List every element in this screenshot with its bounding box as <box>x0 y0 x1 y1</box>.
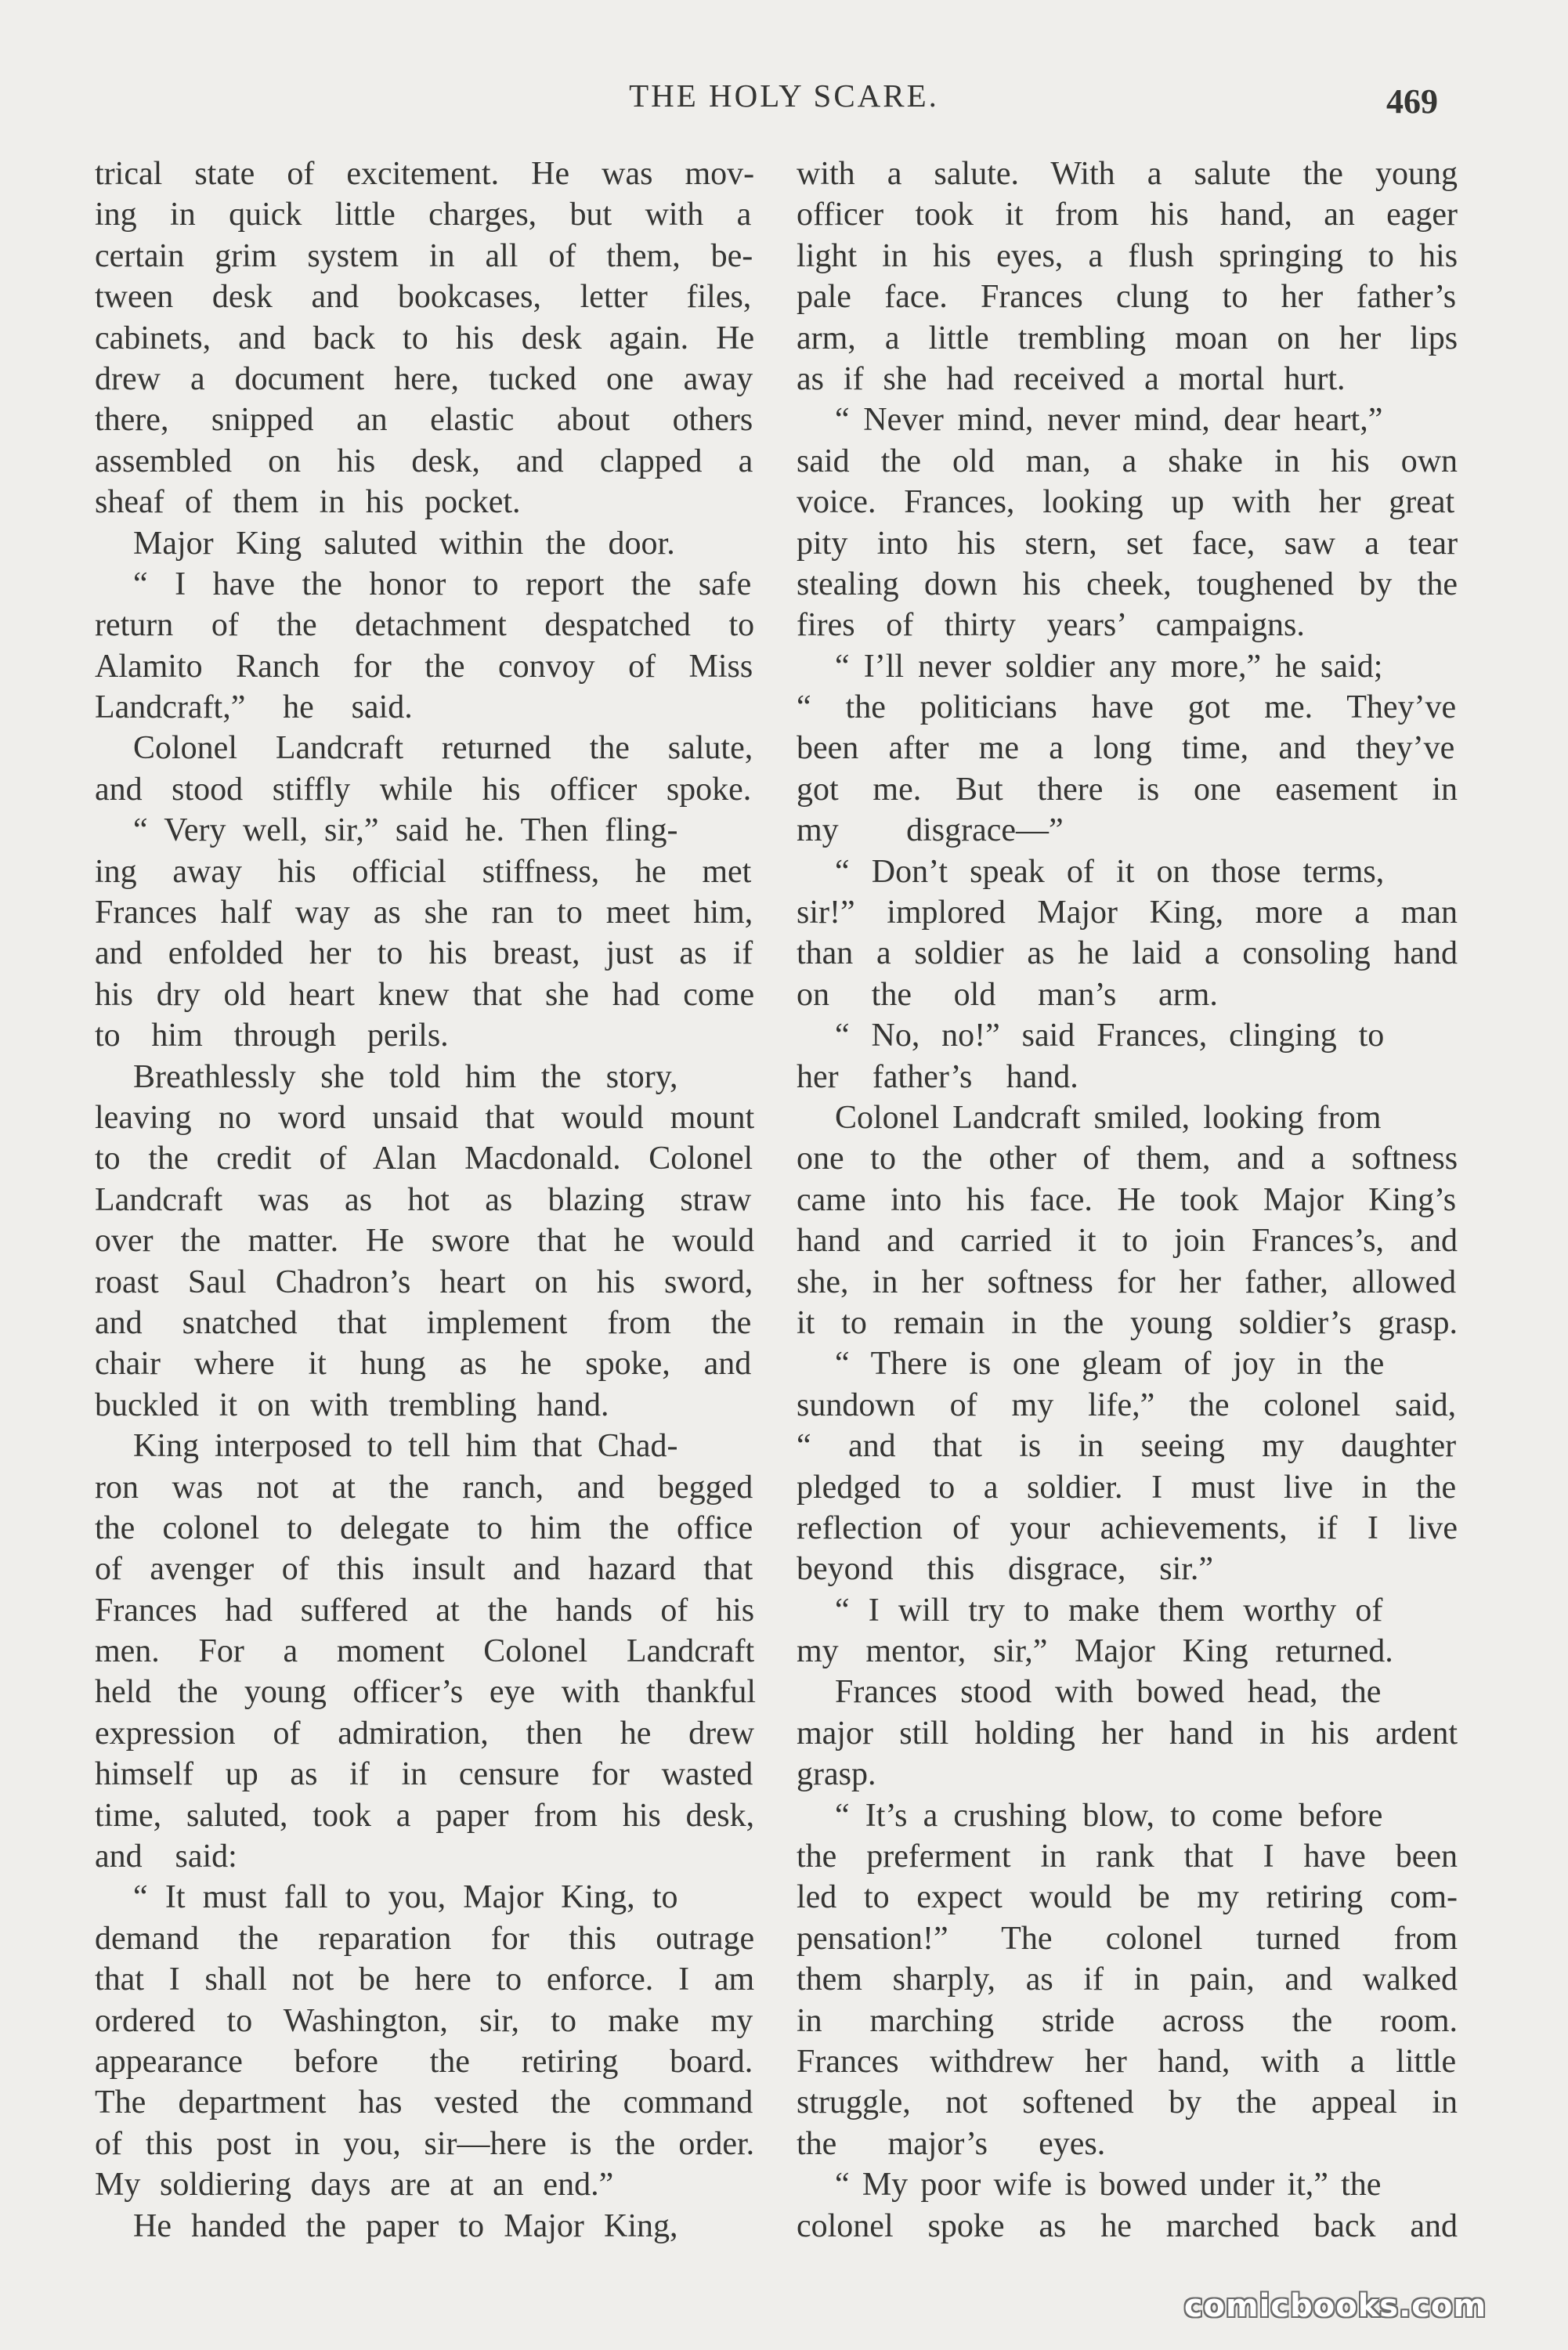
text-line: colonel spoke as he marched back and <box>797 2207 1458 2244</box>
text-line: the colonel to delegate to him the office <box>95 1509 753 1546</box>
text-line: trical state of excitement. He was mov- <box>95 156 755 192</box>
text-line: ing in quick little charges, but with a <box>95 197 752 233</box>
text-line: than a soldier as he laid a consoling hand <box>797 935 1458 972</box>
text-line: beyond this disgrace, sir.” <box>797 1551 1214 1588</box>
text-line: demand the reparation for this outrage <box>95 1920 755 1957</box>
text-line: said the old man, a shake in his own <box>797 443 1458 479</box>
text-line: certain grim system in all of them, be- <box>95 237 753 274</box>
running-title: THE HOLY SCARE. <box>629 78 939 114</box>
text-line: Frances withdrew her hand, with a little <box>797 2043 1457 2080</box>
text-line: “ It’s a crushing blow, to come before <box>835 1797 1383 1834</box>
text-line: “ No, no!” said Frances, clinging to <box>835 1018 1385 1054</box>
text-line: appearance before the retiring board. <box>95 2043 753 2080</box>
text-line: drew a document here, tucked one away <box>95 360 753 397</box>
text-line: as if she had received a mortal hurt. <box>797 360 1346 397</box>
text-line: and enfolded her to his breast, just as if <box>95 935 753 972</box>
text-line: tween desk and bookcases, letter files, <box>95 279 752 316</box>
text-line: My soldiering days are at an end.” <box>95 2167 614 2204</box>
text-line: and snatched that implement from the <box>95 1304 752 1341</box>
text-line: pity into his stern, set face, saw a tear <box>797 525 1458 562</box>
text-line: Colonel Landcraft returned the salute, <box>133 730 753 767</box>
text-line: The department has vested the command <box>95 2084 753 2121</box>
text-line: Frances stood with bowed head, the <box>835 1674 1382 1711</box>
text-line: fires of thirty years’ campaigns. <box>797 607 1305 644</box>
text-line: hand and carried it to join Frances’s, and <box>797 1223 1458 1260</box>
text-line: Colonel Landcraft smiled, looking from <box>835 1099 1382 1136</box>
text-line: “ Don’t speak of it on those terms, <box>835 853 1385 890</box>
text-line: ron was not at the ranch, and begged <box>95 1469 753 1506</box>
text-line: been after me a long time, and they’ve <box>797 730 1455 767</box>
text-line: pensation!” The colonel turned from <box>797 1920 1458 1957</box>
text-line: “ I have the honor to report the safe <box>133 566 752 602</box>
text-line: his dry old heart knew that she had come <box>95 976 755 1013</box>
text-line: over the matter. He swore that he would <box>95 1223 755 1260</box>
text-line: Alamito Ranch for the convoy of Miss <box>95 648 753 685</box>
text-line: men. For a moment Colonel Landcraft <box>95 1633 755 1670</box>
text-line: ordered to Washington, sir, to make my <box>95 2002 753 2039</box>
text-line: sheaf of them in his pocket. <box>95 484 521 521</box>
text-line: Major King saluted within the door. <box>133 525 675 562</box>
left-text-column <box>95 154 767 2247</box>
text-line: King interposed to tell him that Chad- <box>133 1428 678 1465</box>
text-line: “ and that is in seeing my daughter <box>797 1428 1457 1465</box>
text-line: one to the other of them, and a softness <box>797 1141 1458 1177</box>
text-line: Landcraft was as hot as blazing straw <box>95 1181 752 1218</box>
text-line: arm, a little trembling moan on her lips <box>797 320 1458 356</box>
text-line: “ It must fall to you, Major King, to <box>133 1879 678 1916</box>
text-line: He handed the paper to Major King, <box>133 2207 678 2244</box>
text-line: to him through perils. <box>95 1018 449 1054</box>
text-line: pale face. Frances clung to her father’s <box>797 279 1457 316</box>
right-text-column <box>797 154 1469 2247</box>
text-line: the major’s eyes. <box>797 2125 1106 2162</box>
text-line: of avenger of this insult and hazard that <box>95 1551 753 1588</box>
text-line: reflection of your achievements, if I live <box>797 1509 1458 1546</box>
text-line: leaving no word unsaid that would mount <box>95 1099 755 1136</box>
text-line: major still holding her hand in his ardent <box>797 1715 1458 1752</box>
text-line: to the credit of Alan Macdonald. Colonel <box>95 1141 753 1177</box>
text-line: with a salute. With a salute the young <box>797 156 1458 192</box>
text-line: cabinets, and back to his desk again. He <box>95 320 755 356</box>
text-line: return of the detachment despatched to <box>95 607 755 644</box>
text-line: her father’s hand. <box>797 1058 1078 1095</box>
text-line: voice. Frances, looking up with her great <box>797 484 1455 521</box>
text-line: assembled on his desk, and clapped a <box>95 443 753 479</box>
text-line: held the young officer’s eye with thankful <box>95 1674 757 1711</box>
text-line: “ I’ll never soldier any more,” he said; <box>835 648 1383 685</box>
text-line: chair where it hung as he spoke, and <box>95 1346 752 1383</box>
text-line: in marching stride across the room. <box>797 2002 1458 2039</box>
text-line: himself up as if in censure for wasted <box>95 1756 753 1793</box>
watermark-logo: comicbooks.com <box>1183 2288 1487 2324</box>
text-line: there, snipped an elastic about others <box>95 402 753 439</box>
text-line: “ My poor wife is bowed under it,” the <box>835 2167 1382 2204</box>
text-line: grasp. <box>797 1756 876 1793</box>
text-line: the preferment in rank that I have been <box>797 1838 1458 1875</box>
text-line: struggle, not softened by the appeal in <box>797 2084 1458 2121</box>
text-line: roast Saul Chadron’s heart on his sword, <box>95 1264 753 1300</box>
page-number: 469 <box>1386 82 1438 121</box>
text-line: led to expect would be my retiring com- <box>797 1879 1458 1916</box>
text-line: she, in her softness for her father, allowed <box>797 1264 1457 1300</box>
text-line: time, saluted, took a paper from his desk, <box>95 1797 755 1834</box>
text-line: light in his eyes, a flush springing to his <box>797 237 1458 274</box>
text-line: Frances half way as she ran to meet him, <box>95 895 753 931</box>
text-line: Frances had suffered at the hands of his <box>95 1592 755 1629</box>
text-line: my mentor, sir,” Major King returned. <box>797 1633 1393 1670</box>
text-line: ing away his official stiffness, he met <box>95 853 752 890</box>
text-line: and stood stiffly while his officer spoke. <box>95 771 752 808</box>
text-line: “ the politicians have got me. They’ve <box>797 689 1457 726</box>
text-line: on the old man’s arm. <box>797 976 1218 1013</box>
text-line: sundown of my life,” the colonel said, <box>797 1386 1457 1423</box>
text-line: stealing down his cheek, toughened by the <box>797 566 1458 602</box>
text-line: Landcraft,” he said. <box>95 689 413 726</box>
text-line: officer took it from his hand, an eager <box>797 197 1458 233</box>
text-line: it to remain in the young soldier’s grasp. <box>797 1304 1458 1341</box>
text-line: “ Never mind, never mind, dear heart,” <box>835 402 1383 439</box>
text-line: got me. But there is one easement in <box>797 771 1458 808</box>
text-line: “ There is one gleam of joy in the <box>835 1346 1385 1383</box>
text-line: came into his face. He took Major King’s <box>797 1181 1457 1218</box>
text-line: and said: <box>95 1838 237 1875</box>
text-line: sir!” implored Major King, more a man <box>797 895 1458 931</box>
text-line: them sharply, as if in pain, and walked <box>797 1961 1458 1998</box>
text-line: that I shall not be here to enforce. I am <box>95 1961 755 1998</box>
text-line: buckled it on with trembling hand. <box>95 1386 609 1423</box>
text-line: expression of admiration, then he drew <box>95 1715 755 1752</box>
text-line: Breathlessly she told him the story, <box>133 1058 678 1095</box>
text-line: pledged to a soldier. I must live in the <box>797 1469 1457 1506</box>
text-line: my disgrace—” <box>797 812 1064 849</box>
text-line: of this post in you, sir—here is the order. <box>95 2125 755 2162</box>
text-line: “ Very well, sir,” said he. Then fling- <box>133 812 678 849</box>
text-line: “ I will try to make them worthy of <box>835 1592 1383 1629</box>
